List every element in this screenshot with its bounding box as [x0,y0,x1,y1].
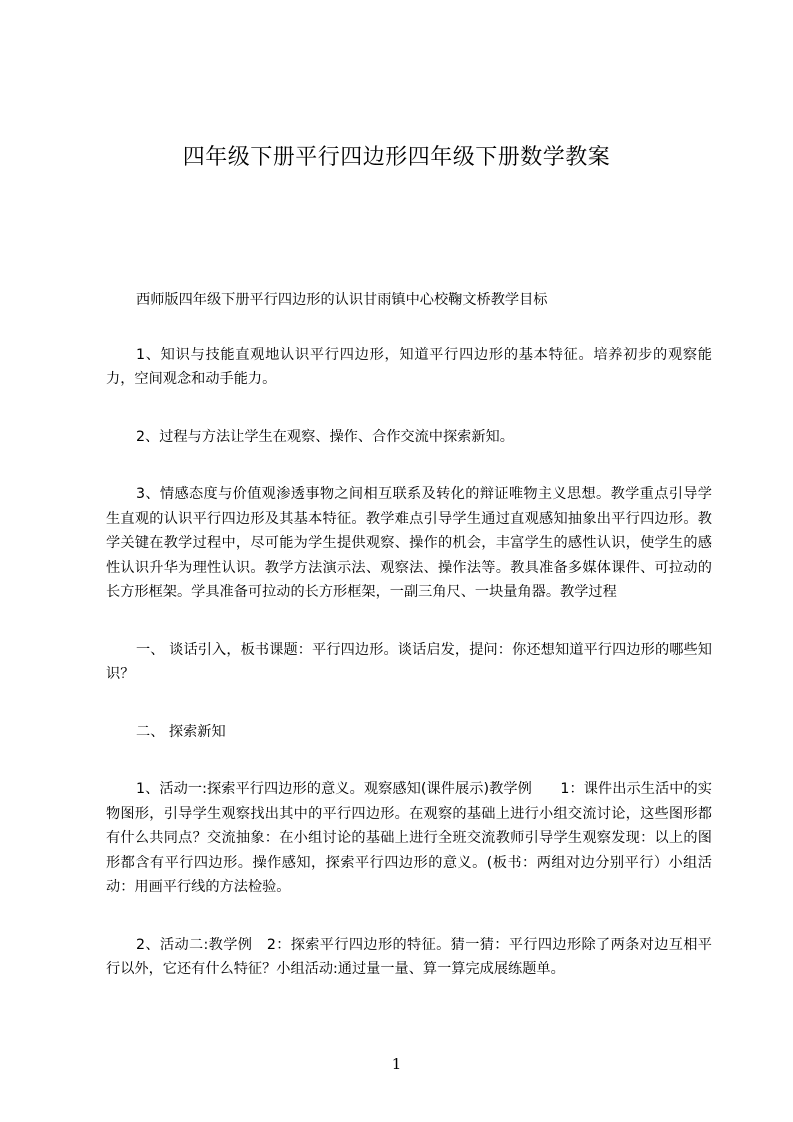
document-body [106,288,712,1015]
page-number: 1 [391,1055,402,1073]
section-one-paragraph: 一、 谈话引入，板书课题：平行四边形。谈话启发，提问：你还想知道平行四边形的哪些知识？ [106,641,712,682]
activity-two-paragraph: 2、活动二:教学例 2：探索平行四边形的特征。猜一猜：平行四边形除了两条对边互相平行以外，它还有什么特征？小组活动:通过量一量、算一算完成展练题单。 [106,936,712,977]
intro-paragraph: 西师版四年级下册平行四边形的认识甘雨镇中心校鞠文桥教学目标 [136,292,548,308]
objective-process-paragraph: 2、过程与方法让学生在观察、操作、合作交流中探索新知。 [136,428,514,445]
objective-knowledge-paragraph: 1、知识与技能直观地认识平行四边形，知道平行四边形的基本特征。培养初步的观察能力，空间观念和动手能力。 [106,346,712,387]
section-two-heading: 二、 探索新知 [136,723,226,740]
objective-attitude-paragraph: 3、情感态度与价值观渗透事物之间相互联系及转化的辩证唯物主义思想。教学重点引导学生直观的认识平行四边形及其基本特征。教学难点引导学生通过直观感知抽象出平行四边形。教学关键在教学过程中，尽可能为学生提供观察、操作的机会，丰富学生的感性认识，使学生的感性认识升华为理性认识。教学方法演示法、观察法、操作法等。教具准备多媒体课件、可拉动的长方形框架。学具准备可拉动的长方形框架，一副三角尺、一块量角器。教学过程 [106,486,712,600]
document-title: 四年级下册平行四边形四年级下册数学教案 [182,145,611,170]
activity-one-paragraph: 1、活动一:探索平行四边形的意义。观察感知(课件展示)教学例 1：课件出示生活中的实物图形，引导学生观察找出其中的平行四边形。在观察的基础上进行小组交流讨论，这些图形都有什么共同点？交流抽象：在小组讨论的基础上进行全班交流教师引导学生观察发现：以上的图形都含有平行四边形。操作感知，探索平行四边形的意义。(板书：两组对边分别平行）小组活动：用画平行线的方法检验。 [106,781,712,895]
